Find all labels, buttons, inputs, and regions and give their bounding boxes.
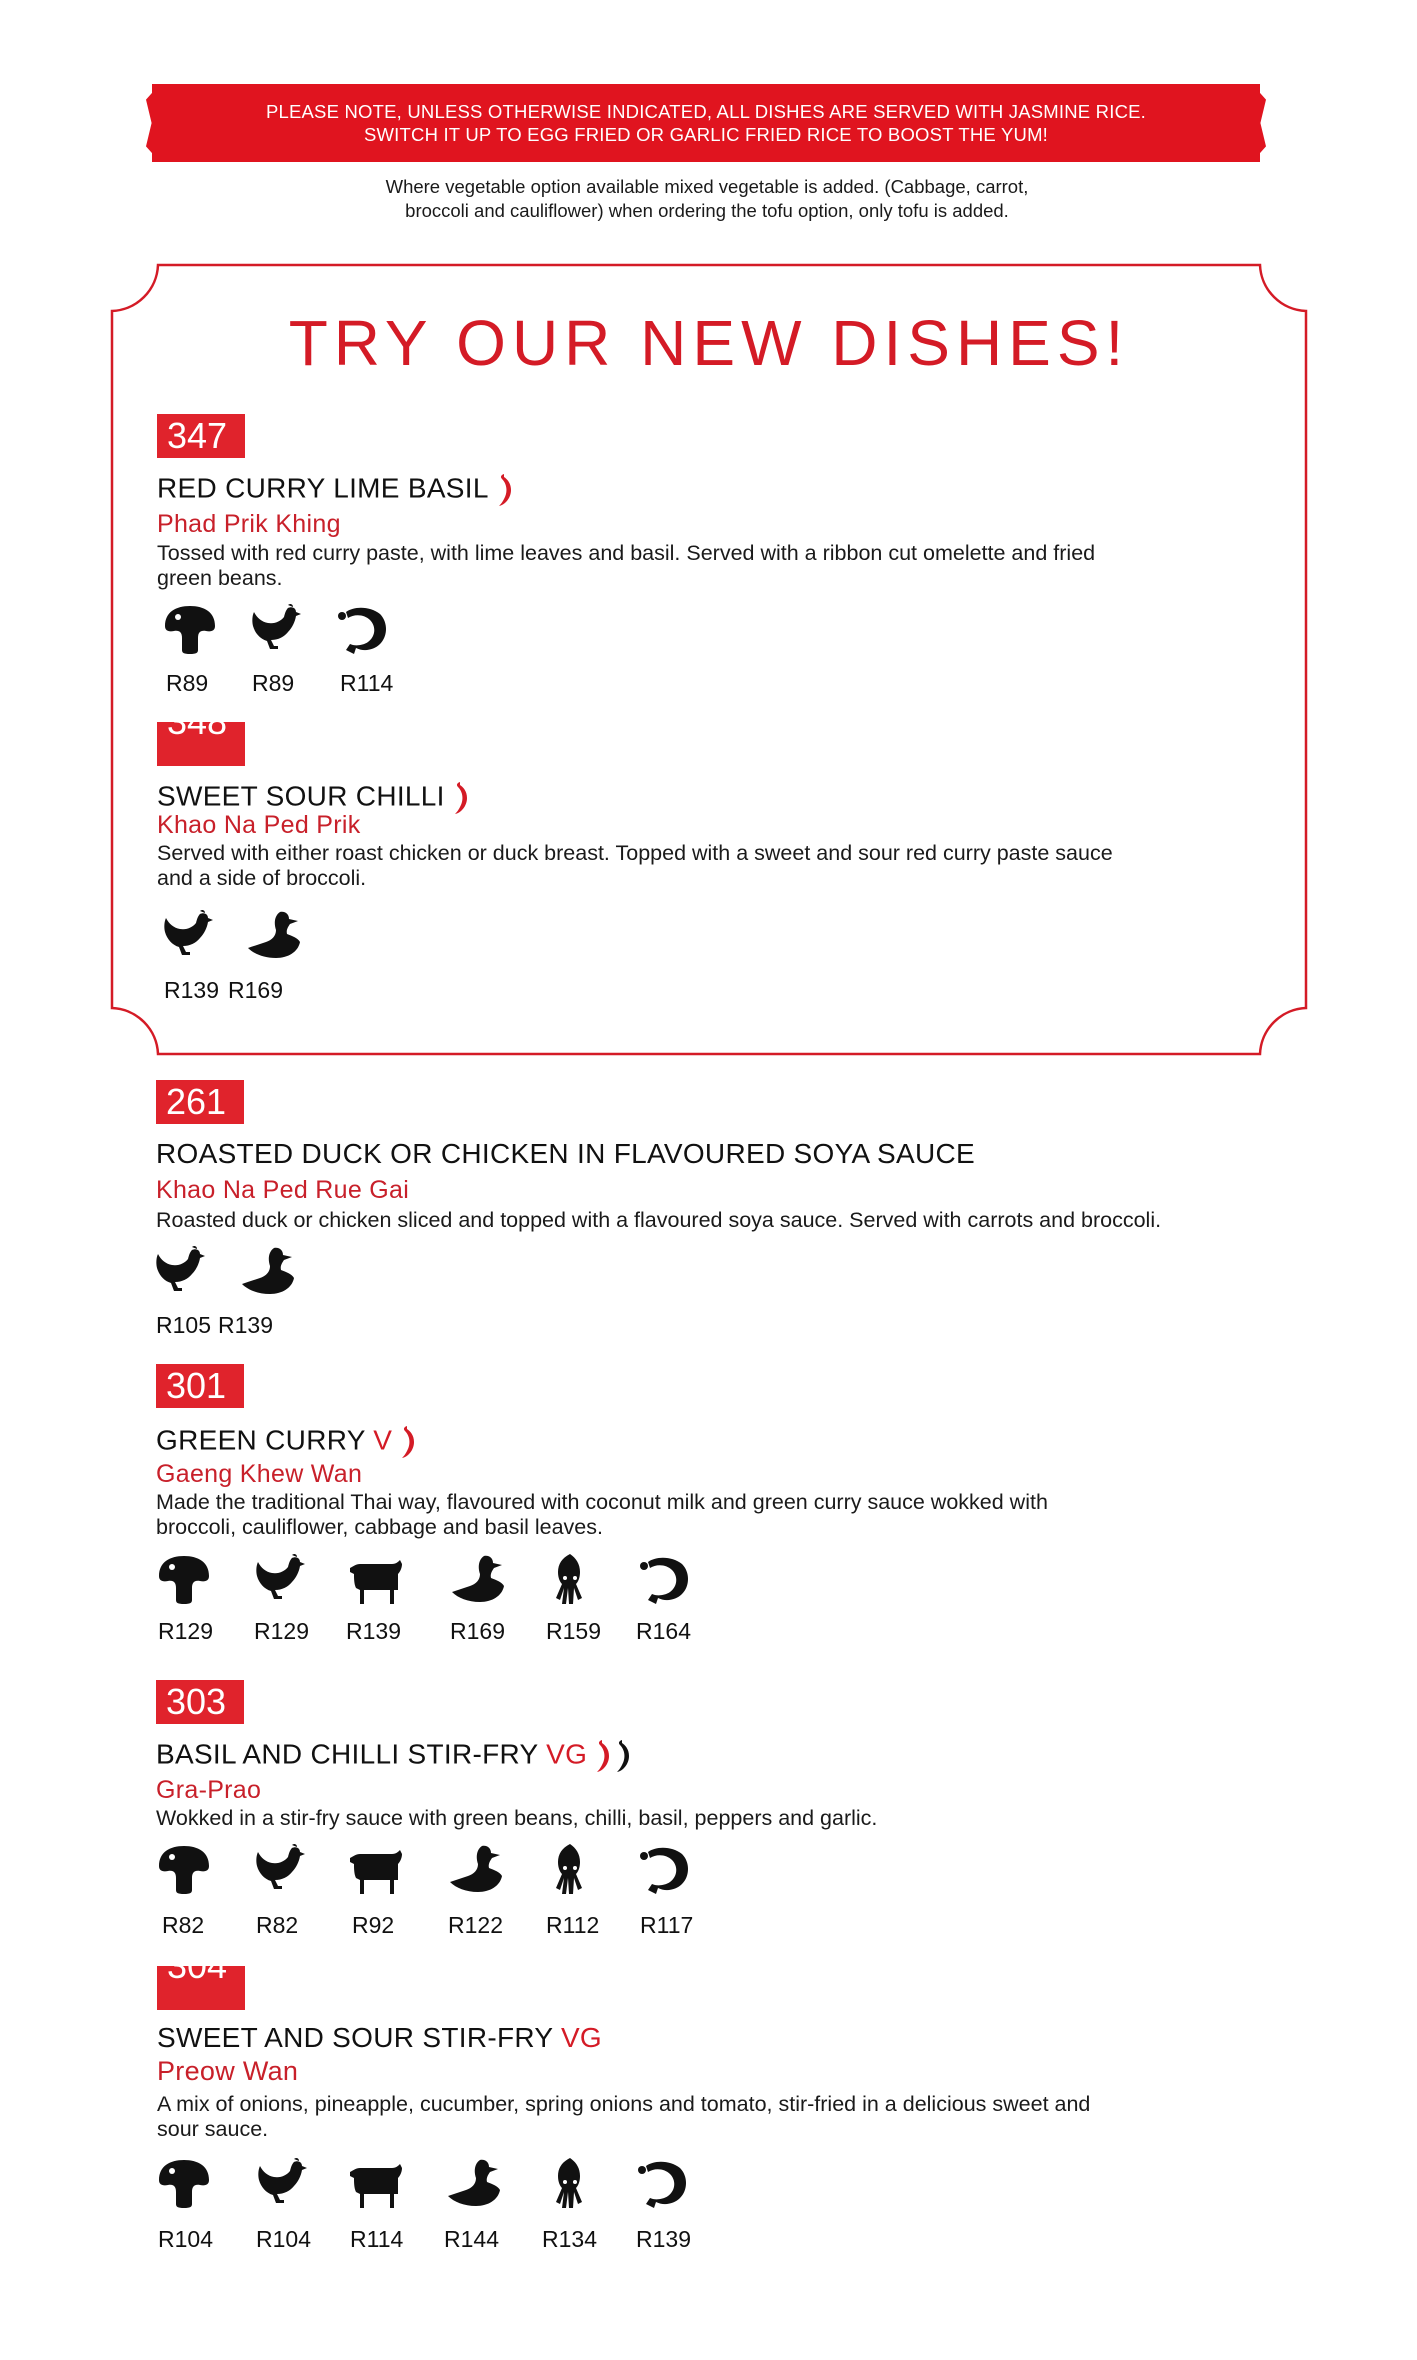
- dish-description: [157, 841, 1277, 891]
- dish-number: 304: [167, 1945, 228, 1986]
- chicken-icon: [252, 1842, 308, 1898]
- dish-name: [157, 2022, 602, 2054]
- price: R129: [158, 1618, 213, 1644]
- duck-icon: [450, 1552, 506, 1608]
- rice-notice-line-2: SWITCH IT UP TO EGG FRIED OR GARLIC FRIED RICE TO BOOST THE YUM!: [363, 124, 1049, 145]
- price: R169: [450, 1618, 505, 1644]
- chicken-icon: [152, 1244, 208, 1300]
- dish-name: [156, 1138, 975, 1170]
- price: R89: [252, 670, 295, 696]
- dish-number: 303: [166, 1681, 227, 1722]
- price: R139: [218, 1312, 273, 1338]
- price: R139: [164, 977, 219, 1003]
- beef-icon: [348, 2156, 404, 2212]
- new-dishes-title: TRY OUR NEW DISHES!: [288, 307, 1130, 379]
- dish-number-badge: [156, 1080, 244, 1124]
- price: R139: [346, 1618, 401, 1644]
- squid-icon: [542, 2156, 598, 2212]
- chicken-icon: [160, 908, 216, 964]
- dish-number: 348: [167, 701, 228, 742]
- dish-description-line-1: A mix of onions, pineapple, cucumber, spring onions and tomato, stir-fried in a delicious sweet and: [157, 2092, 1091, 2116]
- price: R114: [350, 2226, 404, 2252]
- vegetable-note-line-2: broccoli and cauliflower) when ordering the tofu option, only tofu is added.: [405, 200, 1009, 221]
- vegan-tag: VG: [560, 2022, 603, 2053]
- dish-number-badge: [157, 1945, 245, 2010]
- price: R139: [636, 2226, 691, 2252]
- dish-description: [156, 1490, 1356, 1540]
- dish-thai-name: Khao Na Ped Prik: [157, 811, 361, 839]
- price: R82: [256, 1912, 299, 1938]
- vegetarian-tag: V: [373, 1424, 393, 1456]
- beef-icon: [348, 1842, 404, 1898]
- dish-name-text: SWEET AND SOUR STIR-FRY: [157, 2022, 553, 2053]
- mushroom-icon: [156, 2156, 212, 2212]
- squid-icon: [542, 1552, 598, 1608]
- price: R144: [444, 2226, 499, 2252]
- duck-icon: [448, 1842, 504, 1898]
- price: R104: [158, 2226, 213, 2252]
- vegetable-note-line-1: Where vegetable option available mixed vegetable is added. (Cabbage, carrot,: [385, 176, 1029, 197]
- dish-number-badge: [157, 701, 245, 766]
- chilli-icon: [451, 780, 471, 816]
- dish-thai-name: Gra-Prao: [156, 1776, 262, 1804]
- dish-name-text: SWEET SOUR CHILLI: [157, 780, 445, 812]
- dish-description-line-1: Wokked in a stir-fry sauce with green beans, chilli, basil, peppers and garlic.: [156, 1806, 878, 1830]
- price: R89: [166, 670, 209, 696]
- price: R164: [636, 1618, 691, 1644]
- dish-description: [156, 1208, 1396, 1233]
- dish-description-line-2: sour sauce.: [157, 2117, 269, 2141]
- dish-name: [157, 472, 515, 508]
- dish-description: [157, 541, 1277, 591]
- dish-description: [157, 2092, 1307, 2142]
- duck-icon: [240, 1244, 296, 1300]
- dish-number-badge: [156, 1364, 244, 1408]
- price: R169: [228, 977, 283, 1003]
- dish-description-line-2: green beans.: [157, 566, 283, 590]
- price: R129: [254, 1618, 309, 1644]
- prawn-icon: [336, 602, 392, 658]
- chicken-icon: [252, 1552, 308, 1608]
- dish-number: 301: [166, 1365, 227, 1406]
- chilli-icon: [398, 1424, 418, 1460]
- price: R105: [156, 1312, 211, 1338]
- dish-description-line-2: and a side of broccoli.: [157, 866, 367, 890]
- duck-icon: [446, 2156, 502, 2212]
- chicken-icon: [254, 2156, 310, 2212]
- price: R112: [546, 1912, 600, 1938]
- mushroom-icon: [162, 602, 218, 658]
- mushroom-icon: [156, 1842, 212, 1898]
- price: R122: [448, 1912, 503, 1938]
- chilli-icon: [593, 1738, 613, 1774]
- price: R114: [340, 670, 394, 696]
- chicken-icon: [248, 602, 304, 658]
- dish-description-line-2: broccoli, cauliflower, cabbage and basil leaves.: [156, 1515, 603, 1539]
- rice-notice-banner: [152, 84, 1260, 162]
- chilli-icon: [495, 472, 515, 508]
- price: R104: [256, 2226, 311, 2252]
- dish-thai-name: Preow Wan: [157, 2056, 299, 2086]
- dish-number-badge: [156, 1680, 244, 1724]
- dish-description-line-1: Roasted duck or chicken sliced and topped with a flavoured soya sauce. Served with carrots and broccoli.: [156, 1208, 1162, 1232]
- dish-number-badge: [157, 414, 245, 458]
- chilli-icon: [613, 1738, 633, 1774]
- dish-name-text: BASIL AND CHILLI STIR-FRY: [156, 1738, 538, 1770]
- dish-description: [156, 1806, 1356, 1831]
- price: R159: [546, 1618, 601, 1644]
- dish-name-text: ROASTED DUCK OR CHICKEN IN FLAVOURED SOYA SAUCE: [156, 1138, 975, 1169]
- dish-description-line-1: Tossed with red curry paste, with lime leaves and basil. Served with a ribbon cut omelette and fried: [157, 541, 1096, 565]
- dish-thai-name: Gaeng Khew Wan: [156, 1460, 363, 1488]
- price: R82: [162, 1912, 205, 1938]
- prawn-icon: [638, 1842, 694, 1898]
- beef-icon: [348, 1552, 404, 1608]
- rice-notice-line-1: PLEASE NOTE, UNLESS OTHERWISE INDICATED, ALL DISHES ARE SERVED WITH JASMINE RICE.: [265, 101, 1147, 122]
- dish-name-text: RED CURRY LIME BASIL: [157, 472, 489, 504]
- dish-description-line-1: Made the traditional Thai way, flavoured with coconut milk and green curry sauce wokked with: [156, 1490, 1048, 1514]
- vegan-tag: VG: [546, 1738, 588, 1770]
- dish-name: [156, 1738, 633, 1774]
- dish-thai-name: Khao Na Ped Rue Gai: [156, 1176, 410, 1204]
- prawn-icon: [638, 1552, 694, 1608]
- dish-name: [156, 1424, 418, 1460]
- squid-icon: [542, 1842, 598, 1898]
- duck-icon: [246, 908, 302, 964]
- vegetable-note: [252, 175, 1162, 223]
- dish-thai-name: Phad Prik Khing: [157, 510, 341, 538]
- dish-number: 347: [167, 415, 228, 456]
- price: R134: [542, 2226, 597, 2252]
- prawn-icon: [636, 2156, 692, 2212]
- mushroom-icon: [156, 1552, 212, 1608]
- price: R92: [352, 1912, 395, 1938]
- dish-number: 261: [166, 1081, 227, 1122]
- dish-description-line-1: Served with either roast chicken or duck breast. Topped with a sweet and sour red curry paste sauce: [157, 841, 1113, 865]
- price: R117: [640, 1912, 694, 1938]
- dish-name-text: GREEN CURRY: [156, 1424, 366, 1456]
